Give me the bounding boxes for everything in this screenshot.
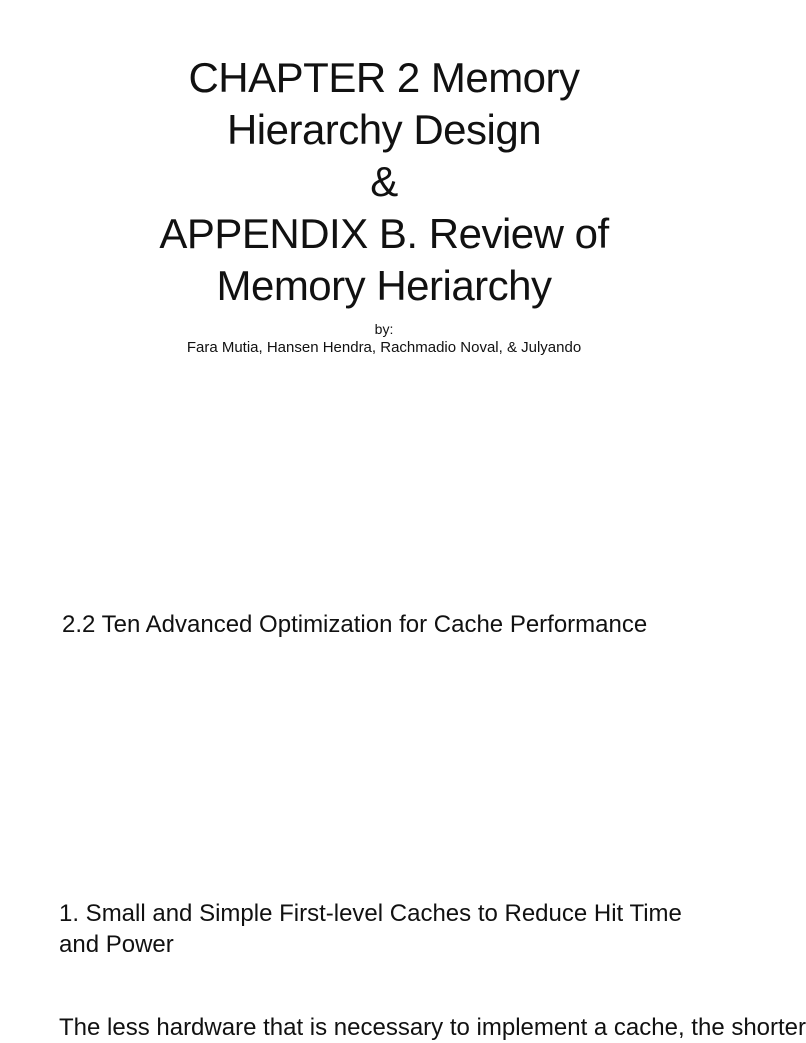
title-block (0, 52, 768, 358)
by-label: by: (374, 321, 394, 337)
title-line-5: Memory Heriarchy (216, 262, 552, 309)
subsection-heading: 1. Small and Simple First-level Caches to Reduce Hit Time and Power (59, 900, 682, 958)
body-text-start: The less hardware that is necessary to implement a cache, the shorter (59, 1014, 806, 1041)
title-line-4: APPENDIX B. Review of (159, 210, 609, 257)
title-line-2: Hierarchy Design (226, 106, 542, 153)
section-heading: 2.2 Ten Advanced Optimization for Cache Performance (62, 611, 648, 638)
title-line-1: CHAPTER 2 Memory (188, 54, 580, 101)
authors: Fara Mutia, Hansen Hendra, Rachmadio Noval, & Julyando (186, 339, 582, 356)
title-line-3: & (370, 158, 398, 205)
